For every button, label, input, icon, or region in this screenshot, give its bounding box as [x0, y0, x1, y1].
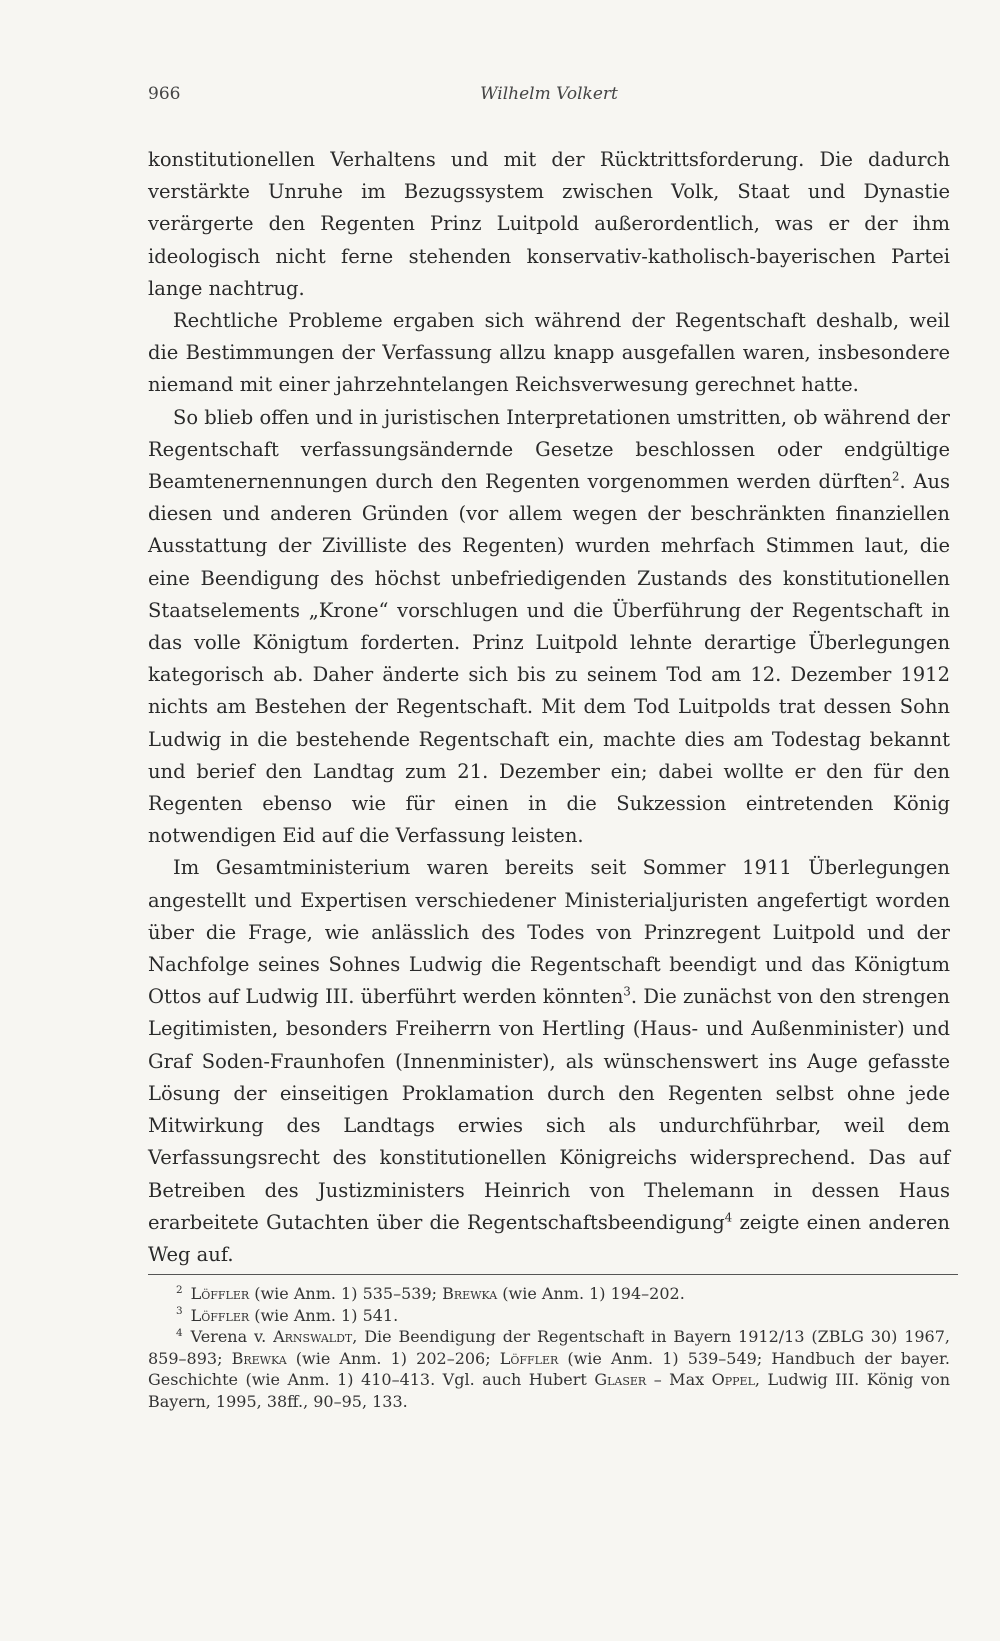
- paragraph-1: konstitutionellen Verhaltens und mit der Rücktrittsforderung. Die dadurch verstärkte Unruhe im Bezugssystem zwischen Volk, Staat und Dynastie verärgerte den Regenten Prinz Luitpold außerordentlich, was er der ihm ideologisch nicht ferne stehenden konservativ-katholisch-bayerischen Partei lange nachtrug.: [148, 148, 950, 300]
- main-text: [148, 144, 950, 1271]
- footnote-number: 4: [176, 1326, 183, 1339]
- footnotes: [148, 1283, 950, 1412]
- footnote-text: – Max: [646, 1370, 712, 1389]
- author-name: Oppel: [711, 1370, 755, 1389]
- author-name: Löffler: [499, 1348, 559, 1368]
- footnote-number: 3: [176, 1305, 183, 1318]
- footnote-text: (wie Anm. 1) 194–202.: [497, 1284, 685, 1303]
- footnote-text: (wie Anm. 1) 541.: [249, 1305, 399, 1325]
- running-header: [148, 84, 950, 120]
- footnote-4: [148, 1326, 950, 1412]
- author-name: Arnswaldt: [273, 1327, 353, 1346]
- author-name: Löffler: [190, 1284, 250, 1303]
- footnote-text: Verena v.: [190, 1327, 274, 1346]
- running-head-author: Wilhelm Volkert: [480, 84, 618, 104]
- footnote-ref-4[interactable]: 4: [724, 1210, 733, 1225]
- footnote-text: , Die Beendigung der Regentschaft in Bayern 1912/13 (ZBLG 30) 1967, 859–893;: [148, 1327, 950, 1368]
- footnote-2: [148, 1283, 950, 1305]
- page-number: 966: [148, 84, 181, 104]
- footnote-divider: [148, 1274, 958, 1275]
- footnote-ref-2[interactable]: 2: [892, 469, 900, 484]
- footnote-text: (wie Anm. 1) 535–539;: [249, 1284, 443, 1303]
- footnote-3: [148, 1305, 950, 1327]
- footnote-text: , Ludwig III. König von Bayern, 1995, 38ff., 90–95, 133.: [148, 1370, 951, 1411]
- author-name: Brewka: [442, 1284, 498, 1303]
- paragraph-3: So blieb offen und in juristischen Interpretationen umstritten, ob während der Regentschaft verfassungsändernde Gesetze beschlossen oder endgültige Beamtenernennungen durch den Regenten vorgenommen werden dürften$^2$. Aus diesen und anderen Gründen (vor allem wegen der beschränkten finanziellen Ausstattung der Zivilliste des Regenten) wurden mehrfach Stimmen laut, die eine Beendigung des höchst unbefriedigenden Zustands des konstitutionellen Staatselements „Krone“ vorschlugen und die Überführung der Regentschaft in das volle Königtum forderten. Prinz Luitpold lehnte derartige Überlegungen kategorisch ab. Daher änderte sich bis zu seinem Tod am 12. Dezember 1912 nichts am Bestehen der Regentschaft. Mit dem Tod Luitpolds trat dessen Sohn Ludwig in die bestehende Regentschaft ein, machte dies am Todestag bekannt und berief den Landtag zum 21. Dezember ein; dabei wollte er den für den Regenten ebenso wie für einen in die Sukzession eintretenden König notwendigen Eid auf die Verfassung leisten.: [148, 405, 951, 848]
- footnote-ref-3[interactable]: 3: [623, 984, 631, 999]
- footnote-text: (wie Anm. 1) 539–549; Handbuch der bayer. Geschichte (wie Anm. 1) 410–413. Vgl. auch Hubert: [148, 1348, 951, 1389]
- footnote-text: (wie Anm. 1) 202–206;: [286, 1348, 500, 1368]
- author-name: Brewka: [231, 1348, 287, 1368]
- footnote-number: 2: [176, 1283, 183, 1296]
- author-name: Löffler: [190, 1305, 250, 1325]
- paragraph-2: Rechtliche Probleme ergaben sich während der Regentschaft deshalb, weil die Bestimmungen der Verfassung allzu knapp ausgefallen waren, insbesondere niemand mit einer jahrzehntelangen Reichsverwesung gerechnet hatte.: [148, 309, 950, 397]
- author-name: Glaser: [594, 1370, 647, 1389]
- paragraph-4: Im Gesamtministerium waren bereits seit Sommer 1911 Überlegungen angestellt und Expertisen verschiedener Ministerialjuristen angefertigt worden über die Frage, wie anlässlich des Todes von Prinzregent Luitpold und der Nachfolge seines Sohnes Ludwig die Regentschaft beendigt und das Königtum Ottos auf Ludwig III. überführt werden könnten$^3$. Die zunächst von den strengen Legitimisten, besonders Freiherrn von Hertling (Haus- und Außenminister) und Graf Soden-Fraunhofen (Innenminister), als wünschenswert ins Auge gefasste Lösung der einseitigen Proklamation durch den Regenten selbst ohne jede Mitwirkung des Landtags erwies sich als undurchführbar, weil dem Verfassungsrecht des konstitutionellen Königreichs widersprechend. Das auf Betreiben des Justizministers Heinrich von Thelemann in dessen Haus erarbeitete Gutachten über die Regentschaftsbeendigung$^4$ zeigte einen anderen Weg auf.: [148, 856, 950, 1266]
